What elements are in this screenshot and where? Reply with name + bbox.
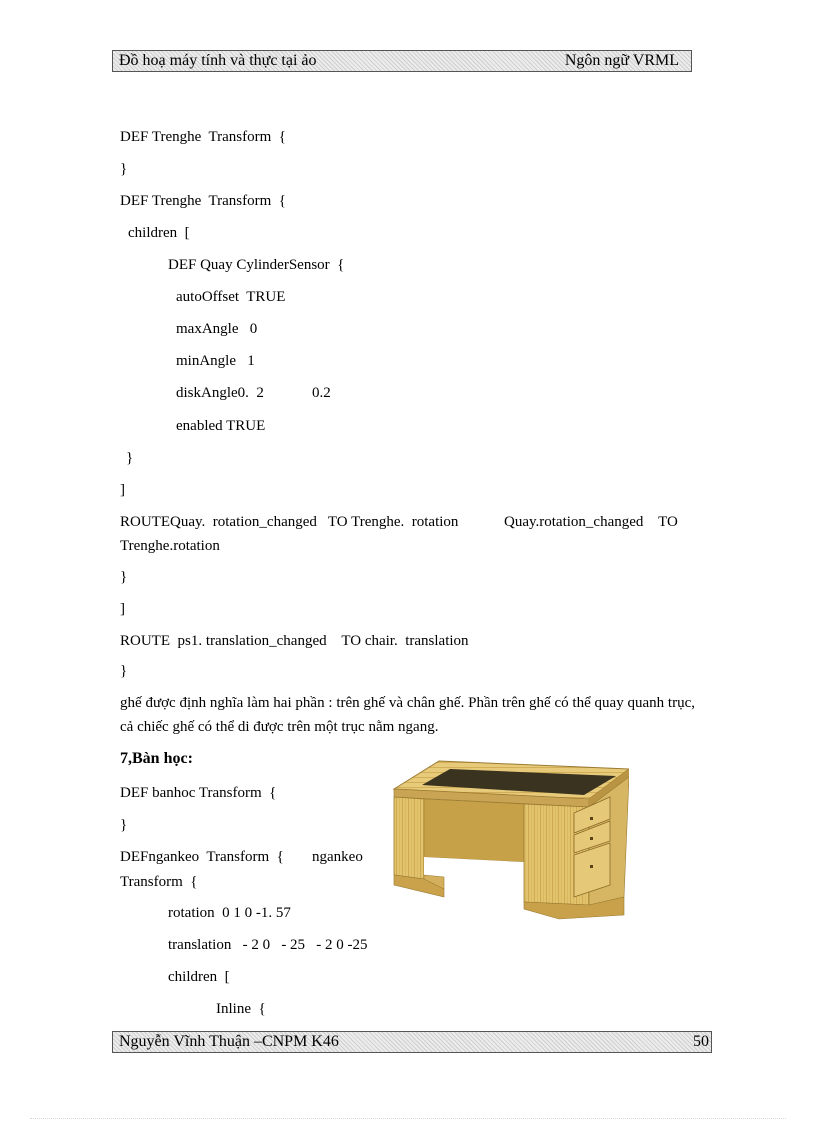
page-number: 50 — [693, 1033, 709, 1050]
code-line: DEF banhoc Transform { — [120, 785, 277, 801]
code-line: Inline { — [216, 1001, 266, 1017]
code-line: Quay.rotation_changed TO — [504, 514, 678, 530]
code-line: ROUTE ps1. translation_changed TO chair. translation — [120, 633, 469, 649]
code-line: 0.2 — [312, 385, 331, 401]
code-line: DEF Quay CylinderSensor { — [168, 257, 345, 273]
code-line: autoOffset TRUE — [176, 289, 286, 305]
desk-left-panel — [394, 797, 424, 879]
code-line: children [ — [168, 969, 230, 985]
footer-author: Nguyễn Vĩnh Thuận –CNPM K46 — [119, 1033, 339, 1050]
code-line: } — [120, 569, 128, 585]
code-line: translation - 2 0 - 25 - 2 0 -25 — [168, 937, 368, 953]
code-line: rotation 0 1 0 -1. 57 — [168, 905, 291, 921]
code-line: DEFngankeo Transform { — [120, 849, 284, 865]
code-line: DEF Trenghe Transform { — [120, 193, 286, 209]
code-line: } — [120, 161, 128, 177]
drawer-knob — [590, 837, 593, 840]
page-bottom-divider — [30, 1118, 786, 1119]
body-paragraph: ghế được định nghĩa làm hai phần : trên ghế và chân ghế. Phần trên ghế có thể quay quanh trục, cả chiếc ghế có thể di được trên một trục nằm ngang. — [120, 695, 695, 735]
code-line: } — [120, 663, 128, 679]
desk-back-panel — [424, 799, 524, 862]
section-heading: 7,Bàn học: — [120, 750, 193, 767]
code-line: ngankeo — [312, 849, 363, 865]
code-line: ] — [120, 482, 125, 498]
code-line: diskAngle0. 2 — [176, 385, 264, 401]
code-line: Transform { — [120, 874, 198, 890]
code-line: minAngle 1 — [176, 353, 255, 369]
page-header — [112, 50, 692, 72]
code-line: ] — [120, 601, 125, 617]
header-title: Đồ hoạ máy tính và thực tại ảo — [119, 52, 317, 69]
page-footer — [112, 1031, 712, 1053]
header-subject: Ngôn ngữ VRML — [564, 52, 679, 69]
code-line: ROUTEQuay. rotation_changed TO Trenghe. rotation — [120, 514, 459, 530]
desk-image — [384, 757, 629, 922]
code-line: enabled TRUE — [176, 418, 266, 434]
code-line: DEF Trenghe Transform { — [120, 129, 286, 145]
code-line: children [ — [128, 225, 190, 241]
code-line: } — [120, 817, 128, 833]
code-line: } — [126, 450, 134, 466]
drawer-knob — [590, 865, 593, 868]
code-line: Trenghe.rotation — [120, 538, 220, 554]
drawer-knob — [590, 817, 593, 820]
code-line: maxAngle 0 — [176, 321, 258, 337]
